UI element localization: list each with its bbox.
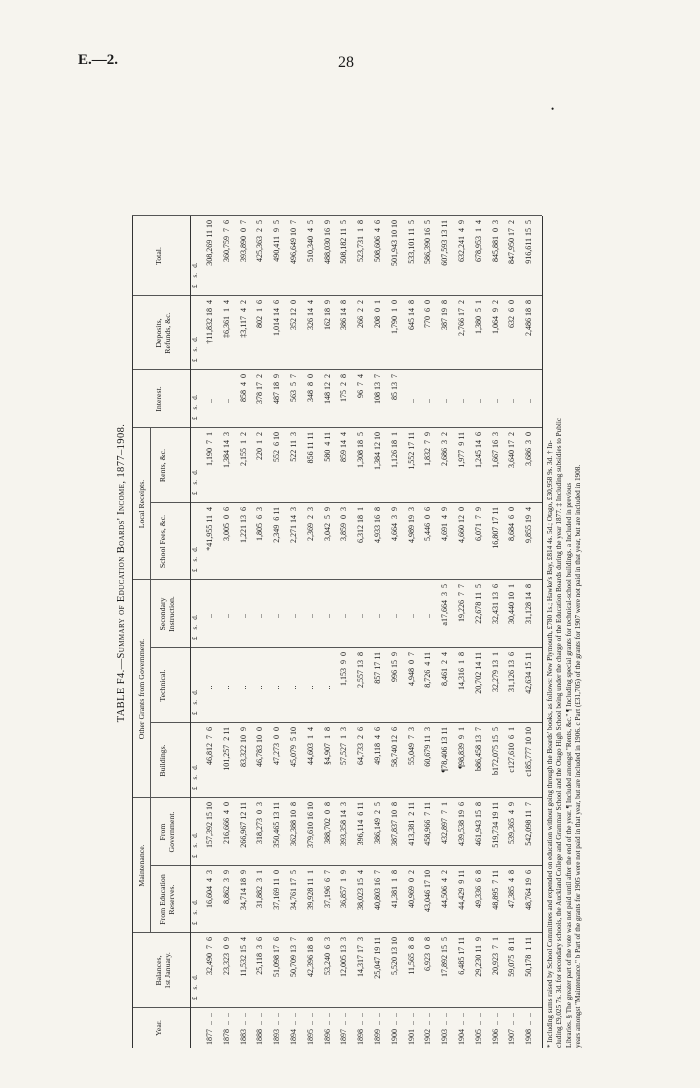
table-cell: 4,691 4 9 xyxy=(440,507,450,541)
table-cell: 16,807 17 11 xyxy=(490,507,500,549)
table-cell: 5,520 13 10 xyxy=(389,937,399,975)
row-year: 1905 .. .. xyxy=(473,1013,483,1045)
column-header-secondary: Secondary Instruction. xyxy=(158,596,176,632)
table-cell: 490,411 9 5 xyxy=(272,220,282,262)
table-cell: 1,380 5 1 xyxy=(473,300,483,334)
table-cell: 45,079 5 10 xyxy=(289,727,298,767)
table-cell: .. xyxy=(389,614,399,618)
table-cell: 47,273 0 0 xyxy=(272,727,282,765)
table-cell: c185,777 10 10 xyxy=(524,727,534,777)
table-cell: 1,790 1 0 xyxy=(389,300,399,334)
table-cell: 645 14 8 xyxy=(406,300,416,330)
table-cell: 157,392 15 10 xyxy=(205,802,214,848)
table-cell: .. xyxy=(272,685,282,690)
table-cell: 425,363 2 5 xyxy=(255,220,265,262)
table-cell: 38,023 15 4 xyxy=(356,870,366,910)
column-header-buildings: Buildings. xyxy=(158,744,167,777)
table-cell: 2,766 17 2 xyxy=(457,300,466,336)
table-cell: 49,336 6 8 xyxy=(473,870,483,908)
page-code: E.—2. xyxy=(78,52,119,68)
table-cell: .. xyxy=(238,614,248,618)
table-cell: 318,273 0 3 xyxy=(255,802,265,844)
table-cell: .. xyxy=(322,685,332,690)
table-cell: *41,955 11 4 xyxy=(205,507,214,551)
table-cell: 413,381 2 11 xyxy=(406,802,416,846)
units-label: £ s. d. xyxy=(191,262,199,288)
units-label: £ s. d. xyxy=(191,394,199,420)
table-cell: §4,907 1 8 xyxy=(322,727,332,765)
row-year: 1898 .. .. xyxy=(356,1013,366,1045)
table-cell: .. xyxy=(490,399,500,403)
table-cell: 44,506 4 2 xyxy=(440,870,450,908)
table-cell: 6,923 0 8 xyxy=(423,937,433,971)
table-cell: 461,943 15 8 xyxy=(473,802,483,846)
table-cell: 37,196 6 7 xyxy=(322,870,332,908)
table-cell: a17,664 3 5 xyxy=(440,584,450,626)
units-label: £ s. d. xyxy=(191,614,199,640)
table-cell: 487 18 9 xyxy=(272,374,282,404)
table-cell: 1,153 9 0 xyxy=(339,652,349,686)
table-cell: .. xyxy=(524,399,534,403)
table-cell: 439,538 19 6 xyxy=(457,802,466,846)
table-cell: 916,611 15 5 xyxy=(524,220,534,264)
table-cell: 51,098 17 6 xyxy=(272,937,282,977)
footnotes xyxy=(546,98,584,1048)
table-cell: 1,064 9 2 xyxy=(490,300,500,334)
table-cell: 522 11 3 xyxy=(289,432,298,462)
table-cell: .. xyxy=(289,685,298,690)
column-header-deposits: Deposits, Refunds, &c. xyxy=(154,312,172,354)
table-cell: 6,485 17 11 xyxy=(457,937,466,975)
table-cell: 34,714 18 9 xyxy=(238,870,248,910)
table-cell: 8,862 3 9 xyxy=(221,870,231,904)
table-cell: 552 6 10 xyxy=(272,432,282,462)
column-header-interest: Interest. xyxy=(154,386,163,412)
column-header-balances: Balances, 1st January. xyxy=(154,952,172,989)
table-cell: .. xyxy=(322,614,332,618)
units-label: £ s. d. xyxy=(191,689,199,715)
table-cell: 3,005 0 6 xyxy=(221,507,231,541)
table-cell: .. xyxy=(423,399,433,403)
table-cell: 32,279 13 1 xyxy=(490,652,500,692)
table-cell: .. xyxy=(221,399,231,403)
table-cell: .. xyxy=(255,614,265,618)
table-cell: 34,761 17 5 xyxy=(289,870,298,910)
column-header-school_fees: School Fees, &c. xyxy=(158,514,167,569)
footnote-line: cluding £9,025 7s. 3d. for secondary schools, the Auckland College and Grammar School and the Otago High School being under the charge of the Education Boards during the year 1877. ‡ Including subsidies to Public xyxy=(555,417,564,1048)
table-cell: .. xyxy=(356,614,366,618)
row-year: 1906 .. .. xyxy=(490,1013,500,1045)
row-year: 1908 .. .. xyxy=(524,1013,534,1045)
table-cell: ¶78,406 13 11 xyxy=(440,727,450,773)
table-cell: 387 19 8 xyxy=(440,300,450,330)
row-year: 1896 .. .. xyxy=(322,1013,332,1045)
table-cell: 607,593 13 11 xyxy=(440,220,450,266)
table-cell: 379,610 16 10 xyxy=(305,802,315,848)
table-cell: 32,490 7 6 xyxy=(205,937,214,975)
table-cell: 44,429 9 11 xyxy=(457,870,466,910)
table-cell: 632 6 0 xyxy=(507,300,517,328)
units-label: £ s. d. xyxy=(191,899,199,925)
table-cell: 6,312 18 1 xyxy=(356,507,366,543)
table-cell: 57,527 1 3 xyxy=(339,727,349,765)
table-cell: 44,603 1 4 xyxy=(305,727,315,765)
table-cell: 22,678 11 5 xyxy=(473,584,483,624)
table-cell: 510,340 4 5 xyxy=(305,220,315,262)
table-cell: 108 13 7 xyxy=(373,374,382,404)
table-cell: 4,664 3 9 xyxy=(389,507,399,541)
table-top-rule xyxy=(132,216,133,1048)
table-cell: 2,486 18 8 xyxy=(524,300,534,336)
table-cell: 3,686 3 0 xyxy=(524,432,534,466)
table-cell: 42,634 15 11 xyxy=(524,652,534,694)
table-cell: 308,269 11 10 xyxy=(205,220,214,266)
table-cell: 2,686 3 2 xyxy=(440,432,450,466)
table-cell: 352 12 0 xyxy=(289,300,298,330)
table-cell: 43,046 17 10 xyxy=(423,870,433,912)
table-cell: .. xyxy=(305,614,315,618)
table-cell: .. xyxy=(473,399,483,403)
rotated-table-page xyxy=(80,98,620,1048)
table-cell: 496,649 10 7 xyxy=(289,220,298,264)
table-cell: 1,384 14 3 xyxy=(221,432,231,468)
table-cell: 802 1 6 xyxy=(255,300,265,328)
table-cell: .. xyxy=(221,685,231,690)
units-label: £ s. d. xyxy=(191,974,199,1000)
table-cell: 3,859 0 3 xyxy=(339,507,349,541)
table-cell: c127,610 6 1 xyxy=(507,727,517,773)
table-cell: b172,075 15 5 xyxy=(490,727,500,775)
table-cell: 539,365 4 9 xyxy=(507,802,517,844)
table-cell: 387,837 10 8 xyxy=(389,802,399,846)
column-header-from_government: From Government. xyxy=(158,811,176,853)
table-cell: 4,989 19 3 xyxy=(406,507,416,543)
table-cell: 1,126 18 1 xyxy=(389,432,399,468)
table-cell: 266,967 12 11 xyxy=(238,802,248,848)
table-cell: 1,014 14 6 xyxy=(272,300,282,336)
table-cell: 41,381 1 8 xyxy=(389,870,399,908)
table-cell: 8,726 4 11 xyxy=(423,652,433,688)
units-label: £ s. d. xyxy=(191,546,199,572)
footnote-line: * Including sums raised by School Committees and expended on education without going through the Boards' books, as follows: New Plymouth, £780 1s.; Hawke's Bay, £814 4s. 5d.; Otago, £30,958 9s. 3d. † In- xyxy=(546,440,554,1048)
table-cell: 678,953 1 4 xyxy=(473,220,483,262)
table-cell: 1,667 16 3 xyxy=(490,432,500,468)
column-header-year: Year. xyxy=(154,1020,163,1036)
units-label: £ s. d. xyxy=(191,764,199,790)
table-cell: 1,384 12 10 xyxy=(373,432,382,470)
table-cell: 31,882 3 1 xyxy=(255,870,265,908)
table-cell: 175 2 8 xyxy=(339,374,349,402)
column-rule xyxy=(132,215,542,216)
table-cell: 50,178 1 11 xyxy=(524,937,534,977)
table-cell: .. xyxy=(255,685,265,690)
table-cell: 1,977 9 11 xyxy=(457,432,466,468)
table-cell: .. xyxy=(406,614,416,618)
table-cell: 53,240 6 3 xyxy=(322,937,332,975)
table-cell: .. xyxy=(507,399,517,403)
table-cell: 501,943 10 10 xyxy=(389,220,399,266)
table-cell: 350,465 13 11 xyxy=(272,802,282,848)
table-cell: 37,169 11 0 xyxy=(272,870,282,910)
table-cell: 1,308 18 5 xyxy=(356,432,366,468)
table-cell: 1,190 7 1 xyxy=(205,432,214,466)
column-header-technical: Technical. xyxy=(158,669,167,702)
table-cell: 632,241 4 9 xyxy=(457,220,466,262)
table-cell: 4,933 16 8 xyxy=(373,507,382,543)
row-year: 1883 .. .. xyxy=(238,1013,248,1045)
table-cell: 39,928 11 1 xyxy=(305,870,315,910)
table-cell: 31,126 13 6 xyxy=(507,652,517,692)
table-cell: 216,666 4 0 xyxy=(221,802,231,844)
table-cell: 31,128 14 8 xyxy=(524,584,534,624)
table-cell: 9,855 19 4 xyxy=(524,507,534,543)
row-year: 1903 .. .. xyxy=(440,1013,450,1045)
table-cell: .. xyxy=(289,614,298,618)
table-cell: 432,897 7 1 xyxy=(440,802,450,844)
table-cell: 220 1 2 xyxy=(255,432,265,460)
table-cell: 770 6 0 xyxy=(423,300,433,328)
row-year: 1895 .. .. xyxy=(305,1013,315,1045)
table-cell: 388,702 0 8 xyxy=(322,802,332,844)
table-cell: 847,950 17 2 xyxy=(507,220,517,264)
row-year: 1877 .. .. xyxy=(205,1013,214,1045)
table-cell: 11,532 15 4 xyxy=(238,937,248,977)
table-cell: 4,660 12 0 xyxy=(457,507,466,543)
table-cell: 85 13 7 xyxy=(389,374,399,400)
table-cell: 563 5 7 xyxy=(289,374,298,402)
page-number: 28 xyxy=(338,54,354,71)
table-cell: 101,257 2 11 xyxy=(221,727,231,771)
table-cell: 20,702 14 11 xyxy=(473,652,483,694)
table-cell: 40,803 16 7 xyxy=(373,870,382,910)
table-cell: 32,431 13 6 xyxy=(490,584,500,624)
table-cell: .. xyxy=(221,614,231,618)
table-cell: 59,075 8 11 xyxy=(507,937,517,977)
table-cell: 29,230 11 9 xyxy=(473,937,483,977)
table-cell: 2,271 14 3 xyxy=(289,507,298,543)
group-rule xyxy=(150,428,151,580)
footnote-line: years amongst "Maintenance." b Part of the grants for 1905 were not paid in that year, but are included in 1906. c Part (£31,705) of the grants for 1907 were not paid in that year, but are included in 1908. xyxy=(574,464,583,1048)
table-cell: ‡3,117 4 2 xyxy=(238,300,248,338)
table-cell: 6,071 7 9 xyxy=(473,507,483,541)
column-header-from_reserves: From Education Reserves. xyxy=(158,874,176,925)
table-cell: 49,118 4 6 xyxy=(373,727,382,765)
table-cell: ¶98,839 9 1 xyxy=(457,727,466,769)
margin-mark: • xyxy=(551,104,555,114)
table-cell: 1,552 17 11 xyxy=(406,432,416,470)
group-rule xyxy=(150,798,151,933)
table-cell: 55,049 7 3 xyxy=(406,727,416,765)
table-cell: .. xyxy=(272,614,282,618)
table-cell: 25,118 3 6 xyxy=(255,937,265,975)
table-cell: b86,458 13 7 xyxy=(473,727,483,771)
table-cell: 396,114 6 11 xyxy=(356,802,366,846)
row-year: 1897 .. .. xyxy=(339,1013,349,1045)
table-cell: .. xyxy=(205,399,214,403)
table-cell: 64,733 2 6 xyxy=(356,727,366,765)
units-label: £ s. d. xyxy=(191,469,199,495)
table-cell: ‡6,361 1 4 xyxy=(221,300,231,338)
group-header-local-receipts: Local Receipts. xyxy=(137,479,146,529)
table-cell: 42,396 18 8 xyxy=(305,937,315,977)
table-cell: 2,349 6 11 xyxy=(272,507,282,543)
table-cell: 3,640 17 2 xyxy=(507,432,517,468)
table-cell: 8,684 6 0 xyxy=(507,507,517,541)
table-cell: 83,322 10 9 xyxy=(238,727,248,767)
table-cell: 5,446 0 6 xyxy=(423,507,433,541)
table-cell: 46,812 7 6 xyxy=(205,727,214,765)
table-cell: 857 17 11 xyxy=(373,652,382,684)
table-cell: .. xyxy=(305,685,315,690)
table-cell: 23,323 0 9 xyxy=(221,937,231,975)
table-cell: 488,030 16 9 xyxy=(322,220,332,264)
table-bottom-rule xyxy=(542,216,543,1048)
table-cell: 2,155 1 2 xyxy=(238,432,248,466)
table-cell: 508,606 4 6 xyxy=(373,220,382,262)
table-cell: 3,042 5 9 xyxy=(322,507,332,541)
table-cell: 1,245 14 6 xyxy=(473,432,483,468)
table-cell: 96 7 4 xyxy=(356,374,366,398)
table-cell: 362,388 10 8 xyxy=(289,802,298,846)
table-cell: .. xyxy=(205,614,214,618)
table-cell: 8,461 2 4 xyxy=(440,652,450,686)
table-cell: 859 14 4 xyxy=(339,432,349,462)
table-cell: 266 2 2 xyxy=(356,300,366,328)
row-year: 1899 .. .. xyxy=(373,1013,382,1045)
row-year: 1901 .. .. xyxy=(406,1013,416,1045)
table-cell: 30,440 10 1 xyxy=(507,584,517,624)
table-cell: 1,221 13 6 xyxy=(238,507,248,543)
row-year: 1888 .. .. xyxy=(255,1013,265,1045)
table-cell: 11,565 8 8 xyxy=(406,937,416,975)
units-label: £ s. d. xyxy=(191,832,199,858)
table-cell: 4,948 0 7 xyxy=(406,652,416,686)
column-header-rents: Rents, &c. xyxy=(158,448,167,483)
table-cell: 393,890 0 7 xyxy=(238,220,248,262)
table-cell: 2,557 13 8 xyxy=(356,652,366,688)
table-cell: .. xyxy=(440,399,450,403)
row-year: 1894 .. .. xyxy=(289,1013,298,1045)
table-cell: 360,759 7 6 xyxy=(221,220,231,262)
table-cell: .. xyxy=(457,399,466,403)
table-cell: 208 0 1 xyxy=(373,300,382,328)
table-cell: 393,358 14 3 xyxy=(339,802,349,846)
table-cell: 523,731 1 8 xyxy=(356,220,366,262)
group-rule xyxy=(150,580,151,798)
income-table xyxy=(132,98,542,1048)
table-cell: 1,832 7 9 xyxy=(423,432,433,466)
table-cell: 458,966 7 11 xyxy=(423,802,433,846)
table-cell: 348 8 0 xyxy=(305,374,315,402)
row-year: 1900 .. .. xyxy=(389,1013,399,1045)
table-cell: .. xyxy=(423,614,433,618)
row-year: 1893 .. .. xyxy=(272,1013,282,1045)
table-cell: 386,149 2 5 xyxy=(373,802,382,844)
table-cell: .. xyxy=(373,614,382,618)
table-cell: 586,390 16 5 xyxy=(423,220,433,264)
table-cell: 20,923 7 1 xyxy=(490,937,500,975)
table-cell: 519,734 19 11 xyxy=(490,802,500,848)
table-cell: 508,182 11 5 xyxy=(339,220,349,264)
table-cell: 326 14 4 xyxy=(305,300,315,330)
table-cell: 533,101 11 5 xyxy=(406,220,416,264)
table-cell: 14,316 1 8 xyxy=(457,652,466,690)
units-label: £ s. d. xyxy=(191,336,199,362)
table-cell: .. xyxy=(406,399,416,403)
column-header-total: Total. xyxy=(154,247,163,265)
table-cell: 580 4 11 xyxy=(322,432,332,462)
table-cell: 386 14 8 xyxy=(339,300,349,330)
table-cell: 1,805 6 3 xyxy=(255,507,265,541)
table-cell: 542,098 11 7 xyxy=(524,802,534,846)
table-cell: 858 4 0 xyxy=(238,374,248,402)
table-cell: 40,969 0 2 xyxy=(406,870,416,908)
table-cell: 46,783 10 0 xyxy=(255,727,265,767)
table-cell: 50,709 13 7 xyxy=(289,937,298,977)
table-cell: 60,679 11 3 xyxy=(423,727,433,767)
table-cell: 17,892 15 5 xyxy=(440,937,450,977)
table-cell: 48,764 19 6 xyxy=(524,870,534,910)
table-cell: 12,005 13 3 xyxy=(339,937,349,977)
table-title: TABLE F4.—Summary of Education Boards' Income, 1877–1908. xyxy=(116,423,127,723)
table-cell: 845,881 0 3 xyxy=(490,220,500,262)
table-cell: 58,740 12 6 xyxy=(389,727,399,767)
table-cell: 14,317 17 3 xyxy=(356,937,366,977)
table-cell: 47,385 4 8 xyxy=(507,870,517,908)
table-cell: 2,369 2 3 xyxy=(305,507,315,541)
table-cell: .. xyxy=(205,685,214,690)
table-cell: 378 17 2 xyxy=(255,374,265,404)
row-year: 1878 .. .. xyxy=(221,1013,231,1045)
table-cell: 25,047 19 11 xyxy=(373,937,382,979)
table-cell: 856 11 11 xyxy=(305,432,315,464)
row-year: 1904 .. .. xyxy=(457,1013,466,1045)
table-cell: 19,226 7 7 xyxy=(457,584,466,622)
table-cell: 148 12 2 xyxy=(322,374,332,404)
table-cell: 16,604 4 3 xyxy=(205,870,214,908)
group-header-maintenance: Maintenance. xyxy=(137,844,146,887)
table-cell: †11,832 18 4 xyxy=(205,300,214,344)
row-year: 1902 .. .. xyxy=(423,1013,433,1045)
table-cell: 48,895 7 11 xyxy=(490,870,500,910)
table-cell: 162 18 9 xyxy=(322,300,332,330)
table-cell: .. xyxy=(339,614,349,618)
table-cell: 996 15 9 xyxy=(389,652,399,682)
table-cell: .. xyxy=(238,685,248,690)
footnote-line: Libraries. § The greater part of the vote was not paid until after the end of the year. ¶ Included amongst "Rents, &c." ¶ Including special grants for technical-school buildings. a Included in previous xyxy=(564,482,573,1048)
row-year: 1907 .. .. xyxy=(507,1013,517,1045)
table-cell: 36,857 1 9 xyxy=(339,870,349,908)
group-header-other-grants: Other Grants from Government. xyxy=(137,638,146,740)
